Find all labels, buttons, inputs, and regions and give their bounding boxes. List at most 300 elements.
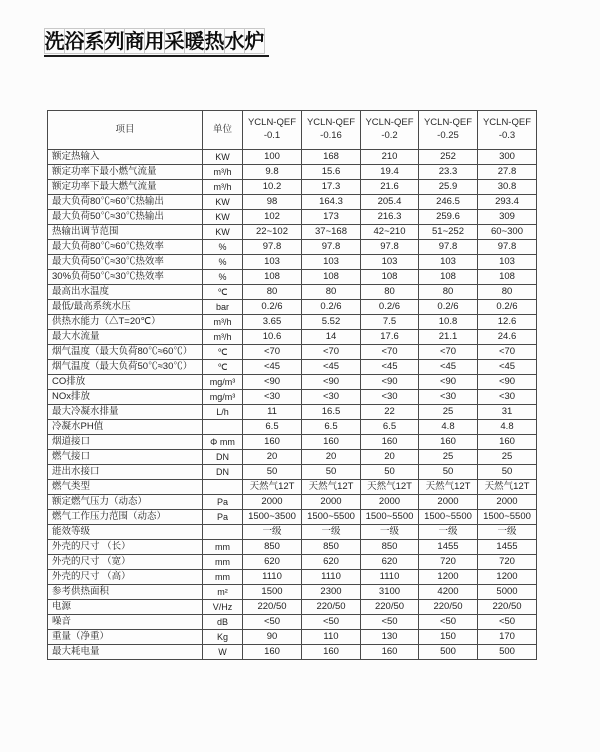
spec-value: 25 bbox=[478, 450, 537, 465]
spec-value: 24.6 bbox=[478, 330, 537, 345]
table-row bbox=[48, 495, 537, 510]
spec-item-label: CO排放 bbox=[48, 375, 203, 390]
header-model-name: YCLN-QEF bbox=[423, 117, 473, 129]
spec-value: 3100 bbox=[361, 585, 419, 600]
table-row bbox=[48, 540, 537, 555]
page-title-chars bbox=[44, 28, 269, 57]
spec-value: 1455 bbox=[419, 540, 478, 555]
spec-value: 173 bbox=[302, 210, 361, 225]
spec-value: 6.5 bbox=[302, 420, 361, 435]
spec-value: 0.2/6 bbox=[478, 300, 537, 315]
table-row bbox=[48, 615, 537, 630]
spec-item-label: 噪音 bbox=[48, 615, 203, 630]
spec-unit: mg/m³ bbox=[203, 390, 243, 405]
title-char: 系 bbox=[84, 29, 105, 53]
spec-item-label: 冷凝水PH值 bbox=[48, 420, 203, 435]
spec-value: 5.52 bbox=[302, 315, 361, 330]
spec-value: 220/50 bbox=[361, 600, 419, 615]
spec-value: 6.5 bbox=[243, 420, 302, 435]
table-row bbox=[48, 150, 537, 165]
spec-item-label: 最大负荷50℃≈30℃热输出 bbox=[48, 210, 203, 225]
spec-value: 80 bbox=[478, 285, 537, 300]
spec-value: 720 bbox=[478, 555, 537, 570]
spec-value: 160 bbox=[478, 435, 537, 450]
spec-unit bbox=[203, 525, 243, 540]
spec-value: 0.2/6 bbox=[243, 300, 302, 315]
spec-unit: mm bbox=[203, 555, 243, 570]
spec-value: 103 bbox=[478, 255, 537, 270]
spec-value: 天然气12T bbox=[478, 480, 537, 495]
spec-value: 160 bbox=[302, 435, 361, 450]
spec-value: <45 bbox=[302, 360, 361, 375]
spec-value: <50 bbox=[419, 615, 478, 630]
table-row bbox=[48, 555, 537, 570]
table-row bbox=[48, 630, 537, 645]
table-row bbox=[48, 420, 537, 435]
table-header-row bbox=[48, 111, 537, 150]
spec-item-label: 额定功率下最小燃气流量 bbox=[48, 165, 203, 180]
spec-table bbox=[47, 110, 537, 660]
table-row bbox=[48, 240, 537, 255]
spec-unit: Φ mm bbox=[203, 435, 243, 450]
spec-value: 14 bbox=[302, 330, 361, 345]
spec-value: 2000 bbox=[243, 495, 302, 510]
spec-value: 90 bbox=[243, 630, 302, 645]
spec-value: <45 bbox=[419, 360, 478, 375]
spec-item-label: 外壳的尺寸 （高） bbox=[48, 570, 203, 585]
header-model bbox=[302, 111, 361, 150]
spec-value: 97.8 bbox=[361, 240, 419, 255]
spec-value: 1110 bbox=[361, 570, 419, 585]
spec-value: 210 bbox=[361, 150, 419, 165]
spec-item-label: 烟气温度（最大负荷50℃≈30℃） bbox=[48, 360, 203, 375]
header-model-suffix: -0.25 bbox=[437, 130, 459, 141]
spec-unit: % bbox=[203, 240, 243, 255]
spec-value: 10.2 bbox=[243, 180, 302, 195]
spec-item-label: 额定功率下最大燃气流量 bbox=[48, 180, 203, 195]
header-model-name: YCLN-QEF bbox=[482, 117, 532, 129]
spec-value: 20 bbox=[302, 450, 361, 465]
spec-value: <30 bbox=[361, 390, 419, 405]
spec-unit: % bbox=[203, 255, 243, 270]
spec-value: 0.2/6 bbox=[419, 300, 478, 315]
header-model bbox=[243, 111, 302, 150]
spec-value: 7.5 bbox=[361, 315, 419, 330]
table-row bbox=[48, 390, 537, 405]
spec-value: 1455 bbox=[478, 540, 537, 555]
spec-value: 97.8 bbox=[419, 240, 478, 255]
spec-value: 160 bbox=[419, 435, 478, 450]
spec-value: 一级 bbox=[243, 525, 302, 540]
spec-value: 259.6 bbox=[419, 210, 478, 225]
spec-unit bbox=[203, 420, 243, 435]
spec-value: 2000 bbox=[361, 495, 419, 510]
spec-unit: m² bbox=[203, 585, 243, 600]
title-char: 炉 bbox=[244, 29, 265, 53]
table-row bbox=[48, 255, 537, 270]
spec-value: 22~102 bbox=[243, 225, 302, 240]
spec-item-label: 供热水能力（△T=20℃） bbox=[48, 315, 203, 330]
spec-value: 170 bbox=[478, 630, 537, 645]
table-row bbox=[48, 285, 537, 300]
spec-unit: mm bbox=[203, 570, 243, 585]
header-item: 项目 bbox=[48, 111, 203, 150]
title-char: 热 bbox=[204, 29, 225, 53]
spec-value: 50 bbox=[361, 465, 419, 480]
table-row bbox=[48, 360, 537, 375]
header-model-name: YCLN-QEF bbox=[306, 117, 356, 129]
spec-value: 天然气12T bbox=[243, 480, 302, 495]
spec-value: 1500~5500 bbox=[361, 510, 419, 525]
spec-value: 0.2/6 bbox=[302, 300, 361, 315]
table-row bbox=[48, 600, 537, 615]
spec-value: 252 bbox=[419, 150, 478, 165]
spec-value: <70 bbox=[302, 345, 361, 360]
spec-item-label: 最大冷凝水排量 bbox=[48, 405, 203, 420]
table-row bbox=[48, 195, 537, 210]
spec-value: 1110 bbox=[243, 570, 302, 585]
spec-item-label: 最低/最高系统水压 bbox=[48, 300, 203, 315]
table-row bbox=[48, 375, 537, 390]
spec-value: 17.6 bbox=[361, 330, 419, 345]
spec-unit: % bbox=[203, 270, 243, 285]
spec-value: 11 bbox=[243, 405, 302, 420]
spec-item-label: 额定燃气压力（动态） bbox=[48, 495, 203, 510]
spec-value: 20 bbox=[361, 450, 419, 465]
spec-unit: KW bbox=[203, 225, 243, 240]
spec-unit: ℃ bbox=[203, 345, 243, 360]
spec-unit: m³/h bbox=[203, 165, 243, 180]
spec-value: 21.1 bbox=[419, 330, 478, 345]
spec-value: 1500~5500 bbox=[478, 510, 537, 525]
spec-value: 620 bbox=[302, 555, 361, 570]
spec-unit bbox=[203, 480, 243, 495]
spec-value: 一级 bbox=[361, 525, 419, 540]
spec-value: 130 bbox=[361, 630, 419, 645]
spec-item-label: 最大耗电量 bbox=[48, 645, 203, 660]
spec-item-label: 燃气接口 bbox=[48, 450, 203, 465]
title-char: 商 bbox=[124, 29, 145, 53]
spec-value: 27.8 bbox=[478, 165, 537, 180]
spec-value: 22 bbox=[361, 405, 419, 420]
title-char: 列 bbox=[104, 29, 125, 53]
header-model bbox=[419, 111, 478, 150]
header-unit: 单位 bbox=[203, 111, 243, 150]
table-row bbox=[48, 165, 537, 180]
page-title bbox=[44, 28, 269, 57]
spec-value: 50 bbox=[302, 465, 361, 480]
spec-value: 300 bbox=[478, 150, 537, 165]
spec-value: <30 bbox=[243, 390, 302, 405]
header-model bbox=[478, 111, 537, 150]
spec-item-label: 额定热输入 bbox=[48, 150, 203, 165]
spec-value: 103 bbox=[419, 255, 478, 270]
spec-value: 17.3 bbox=[302, 180, 361, 195]
header-model-suffix: -0.1 bbox=[263, 130, 281, 141]
spec-value: 4200 bbox=[419, 585, 478, 600]
spec-unit: mg/m³ bbox=[203, 375, 243, 390]
spec-item-label: 能效等级 bbox=[48, 525, 203, 540]
spec-value: 220/50 bbox=[302, 600, 361, 615]
spec-value: 309 bbox=[478, 210, 537, 225]
spec-value: 160 bbox=[243, 435, 302, 450]
spec-value: 50 bbox=[478, 465, 537, 480]
spec-value: 21.6 bbox=[361, 180, 419, 195]
spec-item-label: 参考供热面积 bbox=[48, 585, 203, 600]
spec-unit: m³/h bbox=[203, 315, 243, 330]
title-char: 采 bbox=[164, 29, 185, 53]
spec-value: <45 bbox=[361, 360, 419, 375]
spec-unit: KW bbox=[203, 210, 243, 225]
spec-value: 80 bbox=[243, 285, 302, 300]
spec-value: 30.8 bbox=[478, 180, 537, 195]
spec-unit: ℃ bbox=[203, 360, 243, 375]
spec-value: 97.8 bbox=[243, 240, 302, 255]
spec-unit: W bbox=[203, 645, 243, 660]
spec-unit: DN bbox=[203, 450, 243, 465]
spec-unit: Kg bbox=[203, 630, 243, 645]
spec-value: <90 bbox=[361, 375, 419, 390]
spec-value: <50 bbox=[361, 615, 419, 630]
spec-value: 10.8 bbox=[419, 315, 478, 330]
spec-item-label: 电源 bbox=[48, 600, 203, 615]
spec-value: <70 bbox=[478, 345, 537, 360]
spec-value: <30 bbox=[419, 390, 478, 405]
spec-value: <30 bbox=[478, 390, 537, 405]
spec-value: 850 bbox=[243, 540, 302, 555]
spec-value: 850 bbox=[361, 540, 419, 555]
spec-item-label: 燃气工作压力范围（动态） bbox=[48, 510, 203, 525]
title-char: 洗 bbox=[44, 29, 65, 53]
spec-unit: Pa bbox=[203, 510, 243, 525]
spec-value: 216.3 bbox=[361, 210, 419, 225]
spec-value: 一级 bbox=[419, 525, 478, 540]
spec-value: <90 bbox=[478, 375, 537, 390]
spec-value: 160 bbox=[302, 645, 361, 660]
spec-value: 97.8 bbox=[302, 240, 361, 255]
spec-value: 108 bbox=[302, 270, 361, 285]
spec-value: <90 bbox=[302, 375, 361, 390]
spec-value: 15.6 bbox=[302, 165, 361, 180]
spec-unit: dB bbox=[203, 615, 243, 630]
spec-value: 98 bbox=[243, 195, 302, 210]
spec-value: 246.5 bbox=[419, 195, 478, 210]
spec-value: 850 bbox=[302, 540, 361, 555]
spec-value: 168 bbox=[302, 150, 361, 165]
spec-value: 1500~3500 bbox=[243, 510, 302, 525]
spec-item-label: 烟道接口 bbox=[48, 435, 203, 450]
spec-value: 103 bbox=[361, 255, 419, 270]
table-row bbox=[48, 525, 537, 540]
spec-value: 4.8 bbox=[478, 420, 537, 435]
spec-value: 23.3 bbox=[419, 165, 478, 180]
table-row bbox=[48, 570, 537, 585]
spec-value: 2000 bbox=[419, 495, 478, 510]
spec-value: 1500~5500 bbox=[302, 510, 361, 525]
spec-unit: KW bbox=[203, 150, 243, 165]
header-model-name: YCLN-QEF bbox=[365, 117, 414, 129]
spec-value: 20 bbox=[243, 450, 302, 465]
spec-value: 164.3 bbox=[302, 195, 361, 210]
spec-unit: KW bbox=[203, 195, 243, 210]
spec-value: 1500~5500 bbox=[419, 510, 478, 525]
spec-value: 1500 bbox=[243, 585, 302, 600]
spec-value: 80 bbox=[361, 285, 419, 300]
spec-value: 108 bbox=[361, 270, 419, 285]
spec-value: 220/50 bbox=[478, 600, 537, 615]
spec-value: 500 bbox=[478, 645, 537, 660]
table-row bbox=[48, 300, 537, 315]
spec-value: <90 bbox=[243, 375, 302, 390]
header-model-name: YCLN-QEF bbox=[247, 117, 297, 129]
table-row bbox=[48, 435, 537, 450]
spec-value: 620 bbox=[361, 555, 419, 570]
spec-value: 108 bbox=[478, 270, 537, 285]
spec-value: 51~252 bbox=[419, 225, 478, 240]
spec-value: 天然气12T bbox=[419, 480, 478, 495]
spec-value: 25.9 bbox=[419, 180, 478, 195]
spec-value: 天然气12T bbox=[361, 480, 419, 495]
spec-value: 80 bbox=[302, 285, 361, 300]
spec-value: 12.6 bbox=[478, 315, 537, 330]
spec-item-label: 热输出调节范围 bbox=[48, 225, 203, 240]
spec-value: 50 bbox=[243, 465, 302, 480]
header-model-suffix: -0.16 bbox=[320, 130, 342, 141]
spec-value: 103 bbox=[302, 255, 361, 270]
spec-value: 1110 bbox=[302, 570, 361, 585]
spec-item-label: 最大水流量 bbox=[48, 330, 203, 345]
table-row bbox=[48, 225, 537, 240]
spec-value: 37~168 bbox=[302, 225, 361, 240]
spec-unit: ℃ bbox=[203, 285, 243, 300]
spec-value: 50 bbox=[419, 465, 478, 480]
spec-value: <50 bbox=[243, 615, 302, 630]
header-model-suffix: -0.2 bbox=[381, 130, 398, 141]
spec-value: <70 bbox=[361, 345, 419, 360]
table-row bbox=[48, 585, 537, 600]
title-char: 浴 bbox=[64, 29, 85, 53]
spec-value: 293.4 bbox=[478, 195, 537, 210]
spec-value: 16.5 bbox=[302, 405, 361, 420]
spec-value: 220/50 bbox=[243, 600, 302, 615]
spec-unit: Pa bbox=[203, 495, 243, 510]
spec-value: 110 bbox=[302, 630, 361, 645]
table-row bbox=[48, 330, 537, 345]
spec-unit: L/h bbox=[203, 405, 243, 420]
table-row bbox=[48, 465, 537, 480]
spec-value: 5000 bbox=[478, 585, 537, 600]
spec-value: 103 bbox=[243, 255, 302, 270]
table-row bbox=[48, 210, 537, 225]
spec-value: 97.8 bbox=[478, 240, 537, 255]
spec-unit: m³/h bbox=[203, 180, 243, 195]
spec-value: 160 bbox=[243, 645, 302, 660]
table-row bbox=[48, 270, 537, 285]
table-row bbox=[48, 345, 537, 360]
title-char: 用 bbox=[144, 29, 165, 53]
table-row bbox=[48, 315, 537, 330]
spec-value: 一级 bbox=[478, 525, 537, 540]
spec-value: 108 bbox=[419, 270, 478, 285]
header-model-suffix: -0.3 bbox=[498, 130, 516, 141]
spec-value: 10.6 bbox=[243, 330, 302, 345]
table-row bbox=[48, 510, 537, 525]
spec-value: 天然气12T bbox=[302, 480, 361, 495]
title-char: 暖 bbox=[184, 29, 205, 53]
spec-value: <50 bbox=[478, 615, 537, 630]
spec-unit: DN bbox=[203, 465, 243, 480]
spec-item-label: 外壳的尺寸 （宽） bbox=[48, 555, 203, 570]
spec-item-label: 30%负荷50℃≈30℃热效率 bbox=[48, 270, 203, 285]
spec-item-label: 燃气类型 bbox=[48, 480, 203, 495]
spec-value: 100 bbox=[243, 150, 302, 165]
spec-unit: m³/h bbox=[203, 330, 243, 345]
spec-value: <50 bbox=[302, 615, 361, 630]
spec-unit: V/Hz bbox=[203, 600, 243, 615]
spec-value: <30 bbox=[302, 390, 361, 405]
spec-value: 205.4 bbox=[361, 195, 419, 210]
spec-value: 60~300 bbox=[478, 225, 537, 240]
spec-value: 31 bbox=[478, 405, 537, 420]
spec-item-label: 最大负荷50℃≈30℃热效率 bbox=[48, 255, 203, 270]
spec-value: 500 bbox=[419, 645, 478, 660]
spec-value: 1200 bbox=[419, 570, 478, 585]
table-row bbox=[48, 480, 537, 495]
spec-value: 0.2/6 bbox=[361, 300, 419, 315]
title-char: 水 bbox=[224, 29, 245, 53]
spec-unit: bar bbox=[203, 300, 243, 315]
spec-item-label: 烟气温度（最大负荷80℃≈60℃） bbox=[48, 345, 203, 360]
spec-unit: mm bbox=[203, 540, 243, 555]
spec-value: 160 bbox=[361, 645, 419, 660]
spec-value: <45 bbox=[243, 360, 302, 375]
spec-value: 6.5 bbox=[361, 420, 419, 435]
spec-value: 25 bbox=[419, 405, 478, 420]
spec-value: 720 bbox=[419, 555, 478, 570]
spec-item-label: 最高出水温度 bbox=[48, 285, 203, 300]
spec-value: 3.65 bbox=[243, 315, 302, 330]
spec-value: 一级 bbox=[302, 525, 361, 540]
spec-value: 25 bbox=[419, 450, 478, 465]
spec-value: <90 bbox=[419, 375, 478, 390]
spec-value: 42~210 bbox=[361, 225, 419, 240]
header-model bbox=[361, 111, 419, 150]
spec-value: 1200 bbox=[478, 570, 537, 585]
spec-item-label: 最大负荷80℃≈60℃热输出 bbox=[48, 195, 203, 210]
spec-value: 108 bbox=[243, 270, 302, 285]
table-row bbox=[48, 450, 537, 465]
table-row bbox=[48, 180, 537, 195]
spec-item-label: 进出水接口 bbox=[48, 465, 203, 480]
spec-value: 4.8 bbox=[419, 420, 478, 435]
spec-value: 620 bbox=[243, 555, 302, 570]
spec-value: <70 bbox=[243, 345, 302, 360]
spec-value: 80 bbox=[419, 285, 478, 300]
spec-value: 160 bbox=[361, 435, 419, 450]
spec-item-label: 外壳的尺寸 （长） bbox=[48, 540, 203, 555]
spec-value: 150 bbox=[419, 630, 478, 645]
spec-value: 102 bbox=[243, 210, 302, 225]
spec-value: <70 bbox=[419, 345, 478, 360]
spec-value: <45 bbox=[478, 360, 537, 375]
table-row bbox=[48, 405, 537, 420]
spec-item-label: 最大负荷80℃≈60℃热效率 bbox=[48, 240, 203, 255]
spec-value: 19.4 bbox=[361, 165, 419, 180]
table-row bbox=[48, 645, 537, 660]
spec-value: 2300 bbox=[302, 585, 361, 600]
spec-item-label: 重量（净重） bbox=[48, 630, 203, 645]
spec-value: 220/50 bbox=[419, 600, 478, 615]
